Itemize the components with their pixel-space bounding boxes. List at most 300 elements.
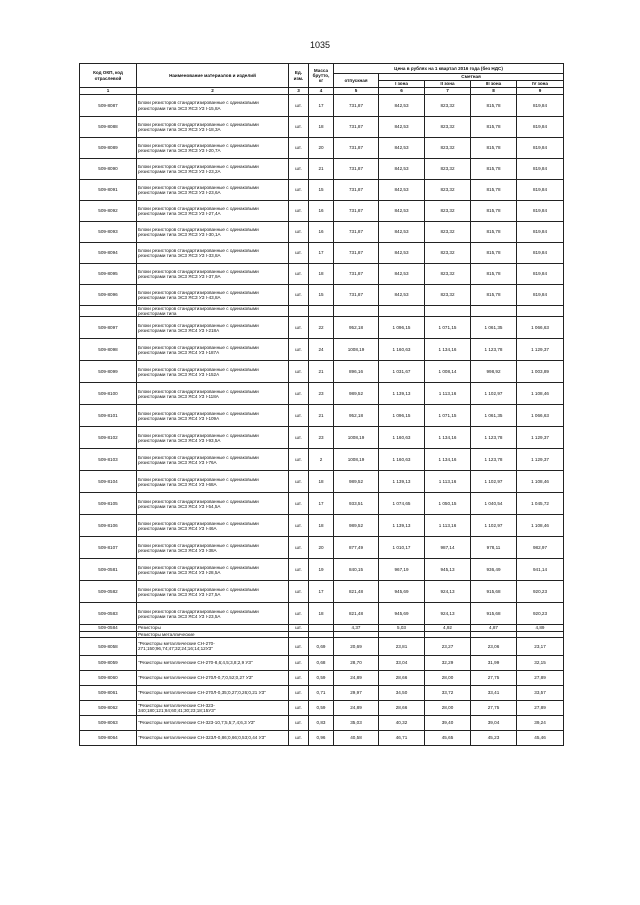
row-zone3-price: 978,11 — [471, 537, 517, 559]
row-code: 509-8105 — [80, 493, 137, 515]
row-zone3-price: 23,06 — [471, 637, 517, 655]
row-zone3-price: 27,75 — [471, 700, 517, 715]
row-release-price: 731,87 — [334, 201, 379, 222]
table-row — [80, 405, 564, 427]
row-release-price: 1008,19 — [334, 339, 379, 361]
row-code: 509-8093 — [80, 222, 137, 243]
row-release-price: 731,87 — [334, 243, 379, 264]
row-name: Резисторы — [137, 625, 289, 631]
row-zone4-price: 1 129,37 — [517, 449, 564, 471]
row-code: 509-8088 — [80, 117, 137, 138]
row-mass: 15 — [309, 180, 334, 201]
row-name: Блоки резисторов стандартизированные с одинаковыми резисторами типа ЭСЗ ЯС4 УЗ I-93,5А — [137, 427, 289, 449]
row-code: 509-8064 — [80, 730, 137, 745]
row-code: 509-8106 — [80, 515, 137, 537]
row-zone1-price: 1 160,63 — [379, 339, 425, 361]
row-unit: шт. — [289, 138, 309, 159]
row-zone3-price: 1 102,97 — [471, 471, 517, 493]
row-release-price: 896,16 — [334, 361, 379, 383]
row-mass: 22 — [309, 317, 334, 339]
row-code: 509-8097 — [80, 317, 137, 339]
row-name: Резисторы металлические — [137, 631, 289, 637]
row-zone2-price: 1 113,16 — [425, 471, 471, 493]
row-zone2-price: 1 134,16 — [425, 427, 471, 449]
row-code: 509-8062 — [80, 700, 137, 715]
row-zone2-price: 1 071,15 — [425, 317, 471, 339]
row-zone4-price: 819,84 — [517, 180, 564, 201]
table-row — [80, 515, 564, 537]
row-name: Блоки резисторов стандартизированные с одинаковыми резисторами типа ЭСЗ ЯС4 УЗ I-28,5А — [137, 559, 289, 581]
header-code: Код ОКП, код отраслевой — [80, 64, 137, 88]
header-zone2: II зона — [425, 81, 471, 88]
row-release-price: 933,51 — [334, 493, 379, 515]
row-zone2-price: 823,32 — [425, 159, 471, 180]
row-unit: шт. — [289, 515, 309, 537]
row-zone1-price: 1 139,13 — [379, 383, 425, 405]
header-zone4: IV зона — [517, 81, 564, 88]
row-unit: шт. — [289, 685, 309, 700]
page-number: 1035 — [309, 40, 331, 50]
header-zone1: I зона — [379, 81, 425, 88]
row-zone1-price: 967,19 — [379, 559, 425, 581]
row-release-price: 20,69 — [334, 637, 379, 655]
row-name: "Резисторы металлические СН-270Л-0,35;0,27;0,26;0,21 УЗ" — [137, 685, 289, 700]
row-code: 509-8091 — [80, 180, 137, 201]
row-code: 509-8061 — [80, 685, 137, 700]
row-name: Блоки резисторов стандартизированные с одинаковыми резисторами типа ЭСЗ ЯС4 УЗ I-152А — [137, 361, 289, 383]
header-zone3: III зона — [471, 81, 517, 88]
row-zone4-price: 39,24 — [517, 715, 564, 730]
row-mass: 17 — [309, 243, 334, 264]
row-zone2-price: 924,13 — [425, 603, 471, 625]
row-release-price: 1008,19 — [334, 427, 379, 449]
row-zone2-price — [425, 306, 471, 317]
row-mass: 20 — [309, 138, 334, 159]
row-unit: шт. — [289, 537, 309, 559]
row-code: 509-8100 — [80, 383, 137, 405]
row-release-price: 821,48 — [334, 603, 379, 625]
table-row — [80, 655, 564, 670]
row-zone2-price: 924,13 — [425, 581, 471, 603]
row-zone3-price: 815,78 — [471, 222, 517, 243]
table-row — [80, 361, 564, 383]
row-zone4-price: 819,84 — [517, 201, 564, 222]
row-zone2-price: 32,29 — [425, 655, 471, 670]
row-name: Блоки резисторов стандартизированные с одинаковыми резисторами типа ЭСЗ ЯСЗ УЗ I-27,4А — [137, 201, 289, 222]
row-release-price: 731,87 — [334, 159, 379, 180]
row-release-price: 840,15 — [334, 559, 379, 581]
row-code: 509-8107 — [80, 537, 137, 559]
row-release-price: 731,87 — [334, 222, 379, 243]
row-mass: 16 — [309, 222, 334, 243]
row-mass: 0,59 — [309, 700, 334, 715]
row-mass: 18 — [309, 264, 334, 285]
row-zone1-price: 1 031,67 — [379, 361, 425, 383]
table-row — [80, 243, 564, 264]
colnum: 9 — [517, 88, 564, 95]
header-price-group: Цена в рублях на 1 квартал 2016 года (без НДС) — [334, 64, 564, 74]
row-zone3-price: 815,78 — [471, 95, 517, 117]
table-row — [80, 285, 564, 306]
row-zone4-price: 4,89 — [517, 625, 564, 631]
row-name: Блоки резисторов стандартизированные с одинаковыми резисторами типа ЭСЗ ЯС4 УЗ I-76А — [137, 449, 289, 471]
row-zone3-price: 1 102,97 — [471, 383, 517, 405]
row-code: 509-8104 — [80, 471, 137, 493]
row-unit: шт. — [289, 559, 309, 581]
table-row — [80, 117, 564, 138]
row-zone1-price: 34,50 — [379, 685, 425, 700]
row-zone4-price: 23,17 — [517, 637, 564, 655]
table-row — [80, 222, 564, 243]
row-zone1-price: 1 010,17 — [379, 537, 425, 559]
row-mass: 20 — [309, 537, 334, 559]
row-release-price: 24,89 — [334, 670, 379, 685]
row-unit: шт. — [289, 637, 309, 655]
row-name: Блоки резисторов стандартизированные с одинаковыми резисторами типа ЭСЗ ЯСЗ УЗ I-20,7А — [137, 138, 289, 159]
row-zone1-price: 1 160,63 — [379, 449, 425, 471]
table-row — [80, 138, 564, 159]
header-unit: Ед. изм. — [289, 64, 309, 88]
row-code: 509-8060 — [80, 670, 137, 685]
row-name: Блоки резисторов стандартизированные с одинаковыми резисторами типа ЭСЗ ЯС4 УЗ I-27,5А — [137, 581, 289, 603]
row-name: Блоки резисторов стандартизированные с одинаковыми резисторами типа ЭСЗ ЯС4 УЗ I-46А — [137, 515, 289, 537]
row-zone2-price: 39,40 — [425, 715, 471, 730]
row-zone1-price: 842,53 — [379, 201, 425, 222]
row-zone2-price: 1 113,16 — [425, 383, 471, 405]
colnum: 3 — [289, 88, 309, 95]
row-zone2-price: 23,27 — [425, 637, 471, 655]
row-zone2-price: 1 050,15 — [425, 493, 471, 515]
row-code: 509-8092 — [80, 201, 137, 222]
row-code: 509-8096 — [80, 285, 137, 306]
row-zone1-price: 842,53 — [379, 264, 425, 285]
row-zone4-price: 1 108,46 — [517, 471, 564, 493]
row-release-price: 731,87 — [334, 117, 379, 138]
table-row — [80, 603, 564, 625]
row-code: 509-0584 — [80, 625, 137, 631]
row-name: Блоки резисторов стандартизированные с одинаковыми резисторами типа ЭСЗ ЯСЗ УЗ I-23,6А — [137, 180, 289, 201]
header-mass: Масса брутто, кг — [309, 64, 334, 88]
row-zone2-price: 4,92 — [425, 625, 471, 631]
row-name: Блоки резисторов стандартизированные с одинаковыми резисторами типа ЭСЗ ЯСЗ УЗ I-33,8А — [137, 243, 289, 264]
row-zone4-price: 1 045,72 — [517, 493, 564, 515]
row-zone1-price: 842,53 — [379, 138, 425, 159]
table-row — [80, 715, 564, 730]
row-release-price: 952,18 — [334, 317, 379, 339]
row-zone4-price: 32,15 — [517, 655, 564, 670]
row-zone2-price: 45,65 — [425, 730, 471, 745]
row-name: Блоки резисторов стандартизированные с одинаковыми резисторами типа ЭСЗ ЯСЗ УЗ I-30,1А — [137, 222, 289, 243]
row-mass: 2 — [309, 449, 334, 471]
row-name: Блоки резисторов стандартизированные с одинаковыми резисторами типа ЭСЗ ЯС4 УЗ I-54,5А — [137, 493, 289, 515]
row-unit: шт. — [289, 95, 309, 117]
row-unit: шт. — [289, 339, 309, 361]
row-mass — [309, 306, 334, 317]
row-name: Блоки резисторов стандартизированные с одинаковыми резисторами типа ЭСЗ ЯСЗ УЗ I-15,8А — [137, 95, 289, 117]
row-zone2-price: 28,00 — [425, 670, 471, 685]
row-mass: 0,69 — [309, 637, 334, 655]
row-code: 509-8103 — [80, 449, 137, 471]
row-zone3-price: 915,68 — [471, 603, 517, 625]
row-zone2-price: 1 071,15 — [425, 405, 471, 427]
row-code: 509-8063 — [80, 715, 137, 730]
row-unit: шт. — [289, 493, 309, 515]
row-code: 509-0583 — [80, 603, 137, 625]
table-row — [80, 201, 564, 222]
row-release-price: 731,87 — [334, 264, 379, 285]
row-release-price: 989,52 — [334, 471, 379, 493]
row-unit: шт. — [289, 317, 309, 339]
row-zone3-price: 915,68 — [471, 581, 517, 603]
colnum: 1 — [80, 88, 137, 95]
row-zone3-price: 27,75 — [471, 670, 517, 685]
row-release-price: 877,49 — [334, 537, 379, 559]
row-zone3-price: 1 123,78 — [471, 339, 517, 361]
row-name: Блоки резисторов стандартизированные с одинаковыми резисторами типа ЭСЗ ЯСЗ УЗ I-43,8А — [137, 285, 289, 306]
row-zone3-price — [471, 306, 517, 317]
row-zone3-price: 4,87 — [471, 625, 517, 631]
row-release-price: 35,03 — [334, 715, 379, 730]
row-name: Блоки резисторов стандартизированные с одинаковыми резисторами типа ЭСЗ ЯСЗ УЗ I-18,3А — [137, 117, 289, 138]
row-zone1-price: 842,53 — [379, 95, 425, 117]
row-mass: 18 — [309, 603, 334, 625]
row-mass: 17 — [309, 581, 334, 603]
row-zone4-price: 1 129,37 — [517, 339, 564, 361]
table-row — [80, 537, 564, 559]
row-zone4-price: 819,84 — [517, 222, 564, 243]
row-zone4-price: 982,97 — [517, 537, 564, 559]
row-zone4-price: 941,14 — [517, 559, 564, 581]
row-unit: шт. — [289, 264, 309, 285]
table-row — [80, 581, 564, 603]
row-name: "Резисторы металлические СН-270-271;150;96,74;47;32;24;16;14;12УЗ" — [137, 637, 289, 655]
row-zone1-price: 1 096,15 — [379, 317, 425, 339]
row-mass: 24 — [309, 339, 334, 361]
row-release-price: 821,48 — [334, 581, 379, 603]
row-unit: шт. — [289, 715, 309, 730]
row-zone2-price: 1 008,14 — [425, 361, 471, 383]
row-release-price: 28,70 — [334, 655, 379, 670]
row-code: 509-8059 — [80, 655, 137, 670]
row-unit: шт. — [289, 449, 309, 471]
header-name: Наименование материалов и изделий — [137, 64, 289, 88]
row-zone3-price: 31,99 — [471, 655, 517, 670]
row-zone2-price: 823,32 — [425, 138, 471, 159]
row-zone4-price: 819,84 — [517, 264, 564, 285]
row-mass: 19 — [309, 559, 334, 581]
row-zone4-price: 27,89 — [517, 700, 564, 715]
row-code: 509-8090 — [80, 159, 137, 180]
row-unit: шт. — [289, 180, 309, 201]
row-unit: шт. — [289, 700, 309, 715]
table-row — [80, 559, 564, 581]
row-unit: шт. — [289, 201, 309, 222]
row-code: 509-8098 — [80, 339, 137, 361]
row-zone2-price: 33,72 — [425, 685, 471, 700]
row-zone3-price: 815,78 — [471, 285, 517, 306]
price-table — [79, 63, 564, 746]
row-release-price: 731,87 — [334, 180, 379, 201]
row-release-price: 989,52 — [334, 515, 379, 537]
row-zone4-price: 1 129,37 — [517, 427, 564, 449]
row-zone3-price: 936,49 — [471, 559, 517, 581]
row-mass: 23 — [309, 427, 334, 449]
table-row — [80, 730, 564, 745]
row-name: Блоки резисторов стандартизированные с одинаковыми резисторами типа ЭСЗ ЯСЗ УЗ I-37,9А — [137, 264, 289, 285]
row-zone1-price: 842,53 — [379, 285, 425, 306]
row-zone3-price: 815,78 — [471, 264, 517, 285]
row-zone3-price: 33,41 — [471, 685, 517, 700]
row-release-price: 731,87 — [334, 138, 379, 159]
row-code: 509-8058 — [80, 637, 137, 655]
table-row — [80, 493, 564, 515]
row-zone4-price: 819,84 — [517, 117, 564, 138]
row-zone3-price: 1 123,78 — [471, 449, 517, 471]
row-zone4-price: 45,46 — [517, 730, 564, 745]
row-zone1-price: 1 096,15 — [379, 405, 425, 427]
header-estimate: Сметная — [379, 74, 564, 81]
row-name: "Резисторы металлические СН-270Л-0,7;0,52;0,27 УЗ" — [137, 670, 289, 685]
row-zone2-price: 28,00 — [425, 700, 471, 715]
row-zone4-price: 920,23 — [517, 581, 564, 603]
row-zone4-price: 819,84 — [517, 159, 564, 180]
row-unit: шт. — [289, 625, 309, 631]
row-zone2-price: 1 134,16 — [425, 449, 471, 471]
row-zone1-price: 945,69 — [379, 603, 425, 625]
row-unit — [289, 306, 309, 317]
row-zone3-price: 815,78 — [471, 243, 517, 264]
row-zone4-price: 33,57 — [517, 685, 564, 700]
row-unit: шт. — [289, 603, 309, 625]
row-unit: шт. — [289, 383, 309, 405]
row-zone1-price: 46,71 — [379, 730, 425, 745]
row-zone2-price: 823,32 — [425, 201, 471, 222]
row-code: 509-8095 — [80, 264, 137, 285]
row-zone4-price: 920,23 — [517, 603, 564, 625]
row-code: 509-0581 — [80, 559, 137, 581]
row-code: 509-8102 — [80, 427, 137, 449]
row-mass: 0,68 — [309, 655, 334, 670]
row-code: 509-0582 — [80, 581, 137, 603]
row-code: 509-8094 — [80, 243, 137, 264]
row-mass: 0,71 — [309, 685, 334, 700]
table-row — [80, 637, 564, 655]
row-mass: 0,83 — [309, 715, 334, 730]
row-zone2-price: 823,32 — [425, 95, 471, 117]
row-zone1-price: 945,69 — [379, 581, 425, 603]
row-zone3-price: 1 040,54 — [471, 493, 517, 515]
row-zone1-price: 33,04 — [379, 655, 425, 670]
row-zone4-price: 819,84 — [517, 95, 564, 117]
row-zone2-price: 945,13 — [425, 559, 471, 581]
row-release-price: 24,89 — [334, 700, 379, 715]
row-zone2-price: 1 134,16 — [425, 339, 471, 361]
row-zone1-price: 842,53 — [379, 159, 425, 180]
table-row — [80, 449, 564, 471]
row-zone2-price: 823,32 — [425, 180, 471, 201]
row-zone3-price: 45,23 — [471, 730, 517, 745]
row-zone2-price: 823,32 — [425, 285, 471, 306]
row-zone1-price: 23,81 — [379, 637, 425, 655]
row-name: Блоки резисторов стандартизированные с одинаковыми резисторами типа ЭСЗ ЯС4 УЗ I-38А — [137, 537, 289, 559]
row-zone4-price: 27,89 — [517, 670, 564, 685]
row-release-price: 4,37 — [334, 625, 379, 631]
row-name: Блоки резисторов стандартизированные с одинаковыми резисторами типа — [137, 306, 289, 317]
row-zone3-price: 815,78 — [471, 180, 517, 201]
table-row — [80, 95, 564, 117]
row-zone4-price: 1 108,46 — [517, 383, 564, 405]
table-row — [80, 471, 564, 493]
row-unit: шт. — [289, 427, 309, 449]
row-zone3-price: 815,78 — [471, 201, 517, 222]
row-mass: 18 — [309, 515, 334, 537]
colnum: 4 — [309, 88, 334, 95]
row-mass: 23 — [309, 383, 334, 405]
table-row — [80, 317, 564, 339]
row-zone3-price: 998,92 — [471, 361, 517, 383]
row-zone1-price: 40,32 — [379, 715, 425, 730]
row-release-price: 989,52 — [334, 383, 379, 405]
row-zone4-price: 819,84 — [517, 138, 564, 159]
row-zone1-price: 1 074,65 — [379, 493, 425, 515]
row-unit: шт. — [289, 361, 309, 383]
table-row — [80, 383, 564, 405]
row-zone1-price: 1 139,13 — [379, 471, 425, 493]
row-unit: шт. — [289, 581, 309, 603]
row-zone2-price: 823,32 — [425, 117, 471, 138]
row-name: Блоки резисторов стандартизированные с одинаковыми резисторами типа ЭСЗ ЯС4 УЗ I-118А — [137, 383, 289, 405]
row-zone1-price: 1 139,13 — [379, 515, 425, 537]
row-zone3-price: 1 102,97 — [471, 515, 517, 537]
row-unit: шт. — [289, 243, 309, 264]
row-mass: 21 — [309, 361, 334, 383]
row-zone3-price: 815,78 — [471, 138, 517, 159]
row-name: "Резисторы металлические СН-270-8,6;4,5;3,8;2,9 УЗ" — [137, 655, 289, 670]
row-unit: шт. — [289, 730, 309, 745]
row-unit: шт. — [289, 222, 309, 243]
row-name: "Резисторы металлические СН-323-10,7;5,5;7,4;6,3 УЗ" — [137, 715, 289, 730]
table-row — [80, 159, 564, 180]
header-release: отпускная — [334, 74, 379, 88]
row-unit: шт. — [289, 159, 309, 180]
row-unit: шт. — [289, 285, 309, 306]
row-mass: 21 — [309, 159, 334, 180]
row-zone2-price: 987,14 — [425, 537, 471, 559]
row-mass: 18 — [309, 117, 334, 138]
table-row — [80, 670, 564, 685]
row-release-price — [334, 306, 379, 317]
row-code: 509-8099 — [80, 361, 137, 383]
row-zone3-price: 39,04 — [471, 715, 517, 730]
row-zone1-price: 5,03 — [379, 625, 425, 631]
row-name: "Резисторы металлические СН-323Л-0,86;0,66;0,53;0,44 УЗ" — [137, 730, 289, 745]
row-zone2-price: 823,32 — [425, 222, 471, 243]
row-release-price: 1008,19 — [334, 449, 379, 471]
row-mass: 17 — [309, 493, 334, 515]
row-name: "Резисторы металлические СН-323-340;180;121;84;60;41;30;23;18;15УЗ" — [137, 700, 289, 715]
table-row — [80, 427, 564, 449]
colnum: 6 — [379, 88, 425, 95]
table-row — [80, 685, 564, 700]
table-row — [80, 180, 564, 201]
row-zone1-price: 842,53 — [379, 222, 425, 243]
row-unit: шт. — [289, 670, 309, 685]
row-release-price: 29,97 — [334, 685, 379, 700]
row-zone3-price: 1 061,35 — [471, 317, 517, 339]
row-zone4-price: 1 066,63 — [517, 405, 564, 427]
row-mass: 0,59 — [309, 670, 334, 685]
row-zone4-price: 1 108,46 — [517, 515, 564, 537]
